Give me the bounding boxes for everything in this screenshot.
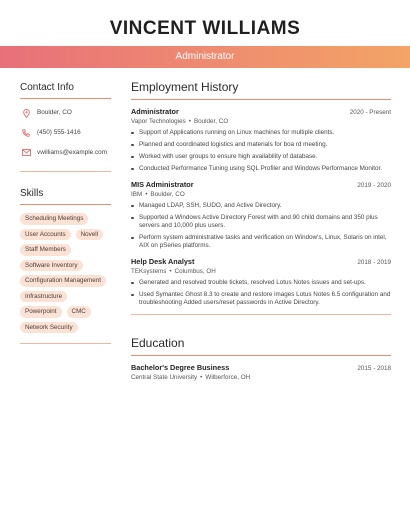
job-bullet: Perform system administrative tasks and verification on Window's, Linux, Solaris on intel, AIX on pSeries platforms. [131,234,391,250]
contact-phone [20,129,111,139]
contact-email [20,149,111,159]
job-bullets [131,202,391,250]
job-bullets [131,129,391,173]
job-bullet: Managed LDAP, SSH, SUDO, and Active Directory. [131,202,391,210]
right-column [131,80,391,381]
skill-tag: Powerpoint [20,306,62,318]
skill-tag: Infrastructure [20,291,67,303]
job-dates: 2020 - Present [349,109,391,116]
skill-tag: CMC [67,306,91,318]
separator-dot: • [169,268,172,275]
job-bullet: Planned and coordinated logistics and materials for boa rd meeting. [131,141,391,149]
candidate-name: VINCENT WILLIAMS [109,18,301,39]
phone-text: (450) 555-1416 [37,129,81,136]
email-text: vwilliams@example.com [37,149,108,156]
skill-tag: Scheduling Meetings [20,213,88,225]
skill-tag: Novell [76,229,104,241]
job-bullet: Generated and resolved trouble tickets, resolved Lotus Notes issues and set-ups. [131,279,391,287]
skill-tag: Configuration Management [20,275,106,287]
separator-dot: • [200,374,203,381]
skills-heading: Skills [20,188,111,205]
job-location: Columbus, OH [174,268,216,275]
contact-list [20,109,111,172]
education-entry [131,363,391,381]
job-bullet: Supported a Windows Active Directory Forest with and 90 child domains and 350 plus servers and 10,000 plus users. [131,214,391,230]
degree-title: Bachelor's Degree Business [131,363,230,372]
envelope-icon [20,149,32,159]
job-company: IBM [131,191,143,198]
job-entry [131,107,391,173]
job-bullet: Worked with user groups to ensure high availability of database. [131,153,391,161]
job-title: MIS Administrator [131,180,194,189]
job-dates: 2019 - 2020 [357,182,391,189]
map-pin-icon [20,109,32,119]
job-company: Vapor Technologies [131,118,186,125]
location-text: Boulder, CO [37,109,72,116]
skills-list [20,213,111,344]
education-dates: 2015 - 2018 [357,365,391,372]
separator-dot: • [188,118,191,125]
contact-heading: Contact Info [20,82,111,99]
left-column [20,82,111,344]
separator-dot: • [145,191,148,198]
job-title: Administrator [131,107,179,116]
school-name: Central State University [131,374,198,381]
job-bullet: Conducted Performance Tuning using SQL Profiler and Windows Performance Monitor. [131,165,391,173]
job-location: Boulder, CO [150,191,185,198]
job-entry [131,257,391,307]
job-company: TEKsystems [131,268,167,275]
skill-tag: Software Inventory [20,260,83,272]
skill-tag: Network Security [20,322,78,334]
school-location: Wilberforce, OH [205,374,251,381]
job-title: Help Desk Analyst [131,257,195,266]
skill-tag: User Accounts [20,229,71,241]
job-title-banner: Administrator [0,46,410,68]
section-divider [131,314,391,315]
skill-tag: Staff Members [20,244,71,256]
job-entry [131,180,391,250]
job-bullet: Used Symantec Ghost 8.3 to create and restore images Lotus Notes 6.5 configuration and troubleshooting Added users/reset passwords in Active Directory. [131,291,391,307]
job-bullet: Support of Applications running on Linux machines for multiple clients. [131,129,391,137]
education-heading: Education [131,336,391,356]
job-bullets [131,279,391,307]
employment-heading: Employment History [131,80,391,100]
job-location: Boulder, CO [193,118,229,125]
contact-location [20,109,111,119]
phone-icon [20,129,32,139]
job-dates: 2018 - 2019 [357,259,391,266]
